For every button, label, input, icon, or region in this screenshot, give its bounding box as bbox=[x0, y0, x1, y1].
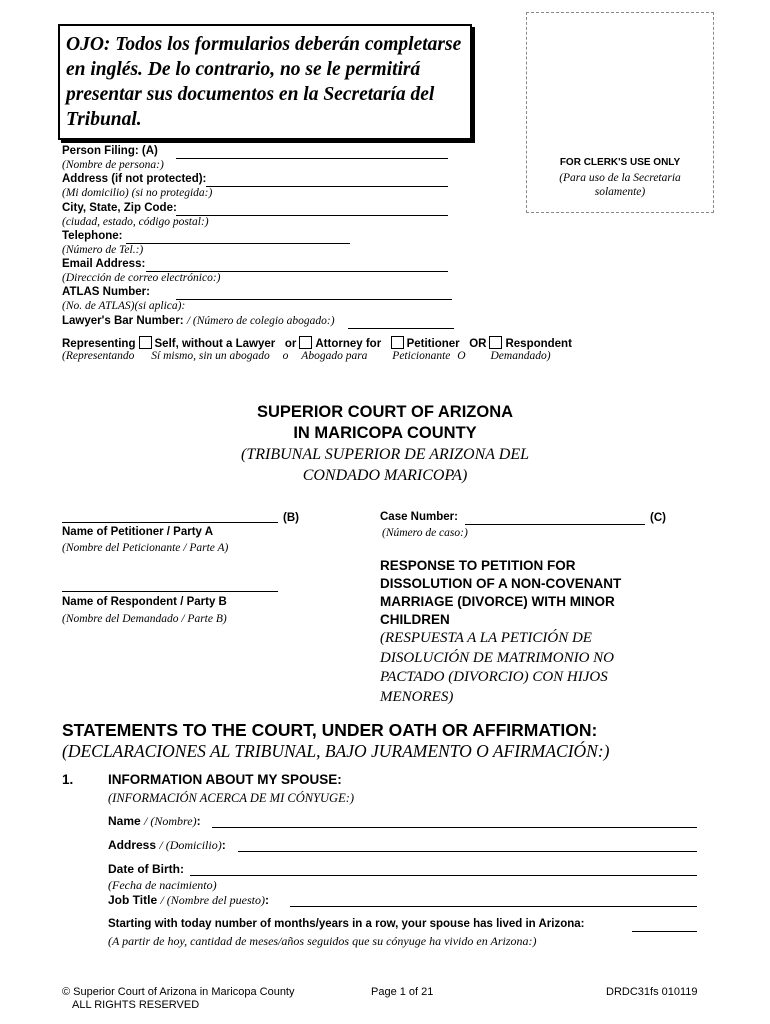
case-number-label-es: (Número de caso:) bbox=[382, 527, 468, 539]
form-title-line: CHILDREN bbox=[380, 612, 450, 627]
or-label-2: OR bbox=[469, 338, 487, 350]
spouse-address-label-es: / (Domicilio) bbox=[159, 838, 222, 852]
spouse-address-label: Address bbox=[108, 838, 157, 852]
or-label-es: o bbox=[282, 350, 289, 362]
atlas-label: ATLAS Number: bbox=[62, 286, 150, 298]
clerk-use-box bbox=[526, 12, 714, 213]
court-name-es-line2: CONDADO MARICOPA) bbox=[302, 467, 468, 484]
spouse-name-label: Name bbox=[108, 814, 141, 828]
footer-copyright: © Superior Court of Arizona in Maricopa County bbox=[62, 986, 295, 998]
form-title-es-line: DISOLUCIÓN DE MATRIMONIO NO bbox=[380, 649, 615, 666]
case-number-field[interactable] bbox=[465, 524, 645, 525]
attorney-option-label-es: Abogado para bbox=[301, 350, 368, 362]
court-name-es-line1: (TRIBUNAL SUPERIOR DE ARIZONA DEL bbox=[241, 446, 529, 463]
spouse-dob-field[interactable] bbox=[190, 875, 697, 876]
respondent-checkbox[interactable] bbox=[489, 336, 502, 349]
respondent-name-field[interactable] bbox=[62, 591, 278, 592]
form-title bbox=[380, 557, 621, 629]
attorney-checkbox[interactable] bbox=[299, 336, 312, 349]
respondent-label-es: (Nombre del Demandado / Parte B) bbox=[62, 613, 227, 625]
spouse-name-field[interactable] bbox=[212, 827, 697, 828]
bar-number-row bbox=[62, 315, 335, 327]
court-name-line1: SUPERIOR COURT OF ARIZONA bbox=[256, 403, 514, 421]
spouse-job-label-es: / (Nombre del puesto) bbox=[160, 893, 266, 907]
spouse-dob-label: Date of Birth: bbox=[108, 862, 184, 876]
footer-form-id: DRDC31fs 010119 bbox=[606, 986, 698, 998]
bar-number-label-es: / (Número de colegio abogado:) bbox=[186, 315, 335, 327]
attorney-option-label: Attorney for bbox=[315, 338, 382, 350]
footer-page-number: Page 1 of 21 bbox=[371, 986, 434, 998]
spouse-name-label-es: / (Nombre) bbox=[144, 814, 197, 828]
spouse-address-row: Address / (Domicilio): bbox=[108, 838, 226, 852]
form-title-es bbox=[380, 629, 614, 707]
court-name-line2: IN MARICOPA COUNTY bbox=[293, 424, 477, 442]
self-option-label-es: Sí mismo, sin un abogado bbox=[151, 350, 270, 362]
item-title: INFORMATION ABOUT MY SPOUSE: bbox=[108, 772, 342, 787]
c-marker: (C) bbox=[650, 512, 666, 524]
email-label: Email Address: bbox=[62, 258, 146, 270]
statements-heading: STATEMENTS TO THE COURT, UNDER OATH OR AFFIRMATION: bbox=[62, 720, 598, 740]
form-title-line: RESPONSE TO PETITION FOR bbox=[380, 558, 576, 573]
or-label-2-es: O bbox=[457, 350, 466, 362]
representing-label-es: (Representando bbox=[62, 350, 135, 362]
respondent-option-label-es: Demandado) bbox=[490, 350, 551, 362]
case-number-label: Case Number: bbox=[380, 511, 458, 523]
spouse-job-field[interactable] bbox=[290, 906, 697, 907]
person-filing-label-es: (Nombre de persona:) bbox=[62, 159, 164, 171]
spouse-address-field[interactable] bbox=[238, 851, 697, 852]
statements-heading-es: (DECLARACIONES AL TRIBUNAL, BAJO JURAMENTO O AFIRMACIÓN:) bbox=[62, 741, 610, 761]
clerk-box-title: FOR CLERK'S USE ONLY bbox=[559, 157, 681, 168]
self-checkbox[interactable] bbox=[139, 336, 152, 349]
city-field[interactable] bbox=[176, 215, 448, 216]
email-label-es: (Dirección de correo electrónico:) bbox=[62, 272, 221, 284]
representing-row-es bbox=[62, 350, 551, 362]
petitioner-label: Name of Petitioner / Party A bbox=[62, 526, 214, 538]
spouse-residency-label: Starting with today number of months/years in a row, your spouse has lived in Arizona: bbox=[108, 918, 585, 930]
person-filing-label: Person Filing: (A) bbox=[62, 145, 158, 157]
atlas-label-es: (No. de ATLAS)(si aplica): bbox=[62, 300, 186, 312]
item-title-es: (INFORMACIÓN ACERCA DE MI CÓNYUGE:) bbox=[108, 791, 355, 805]
bar-number-label: Lawyer's Bar Number: bbox=[62, 315, 184, 327]
city-label: City, State, Zip Code: bbox=[62, 202, 177, 214]
spouse-job-row: Job Title / (Nombre del puesto): bbox=[108, 893, 270, 907]
notice-box bbox=[58, 24, 472, 140]
form-title-line: DISSOLUTION OF A NON-COVENANT bbox=[380, 576, 622, 591]
respondent-label: Name of Respondent / Party B bbox=[62, 596, 227, 608]
representing-row bbox=[62, 336, 572, 350]
petitioner-checkbox[interactable] bbox=[391, 336, 404, 349]
form-title-es-line: MENORES) bbox=[380, 688, 454, 705]
spouse-job-label: Job Title bbox=[108, 893, 158, 907]
respondent-option-label: Respondent bbox=[505, 338, 572, 350]
b-marker: (B) bbox=[283, 512, 299, 524]
telephone-label: Telephone: bbox=[62, 230, 123, 242]
self-option-label: Self, without a Lawyer bbox=[154, 338, 276, 350]
atlas-field[interactable] bbox=[176, 299, 452, 300]
petitioner-label-es: (Nombre del Peticionante / Parte A) bbox=[62, 542, 229, 554]
representing-label: Representing bbox=[62, 338, 136, 350]
petitioner-option-label-es: Peticionante bbox=[392, 350, 451, 362]
spouse-residency-label-es: (A partir de hoy, cantidad de meses/años seguidos que su cónyuge ha vivido en Arizona:) bbox=[108, 934, 537, 948]
spouse-residency-field[interactable] bbox=[632, 931, 697, 932]
or-label: or bbox=[284, 338, 297, 350]
notice-text: OJO: Todos los formularios deberán completarse en inglés. De lo contrario, no se le permitirá presentar sus documentos en la Secretaría del Tribunal. bbox=[66, 34, 462, 130]
spouse-dob-label-es: (Fecha de nacimiento) bbox=[108, 878, 217, 892]
form-title-es-line: PACTADO (DIVORCIO) CON HIJOS bbox=[380, 669, 608, 685]
telephone-field[interactable] bbox=[126, 243, 350, 244]
spouse-name-row: Name / (Nombre): bbox=[108, 814, 201, 828]
clerk-box-subtitle: (Para uso de la Secretaria solamente) bbox=[559, 172, 681, 198]
address-label-es: (Mi domicilio) (si no protegida:) bbox=[62, 187, 213, 199]
city-label-es: (ciudad, estado, código postal:) bbox=[62, 216, 209, 228]
form-title-es-line: (RESPUESTA A LA PETICIÓN DE bbox=[380, 630, 592, 646]
address-field[interactable] bbox=[206, 186, 448, 187]
form-title-line: MARRIAGE (DIVORCE) WITH MINOR bbox=[380, 594, 615, 609]
bar-number-field[interactable] bbox=[348, 328, 454, 329]
petitioner-name-field[interactable] bbox=[62, 522, 278, 523]
address-label: Address (if not protected): bbox=[62, 173, 207, 185]
petitioner-option-label: Petitioner bbox=[406, 338, 460, 350]
person-filing-field[interactable] bbox=[176, 158, 448, 159]
item-number: 1. bbox=[62, 772, 74, 787]
telephone-label-es: (Número de Tel.:) bbox=[62, 244, 144, 256]
footer-rights: ALL RIGHTS RESERVED bbox=[72, 999, 200, 1011]
